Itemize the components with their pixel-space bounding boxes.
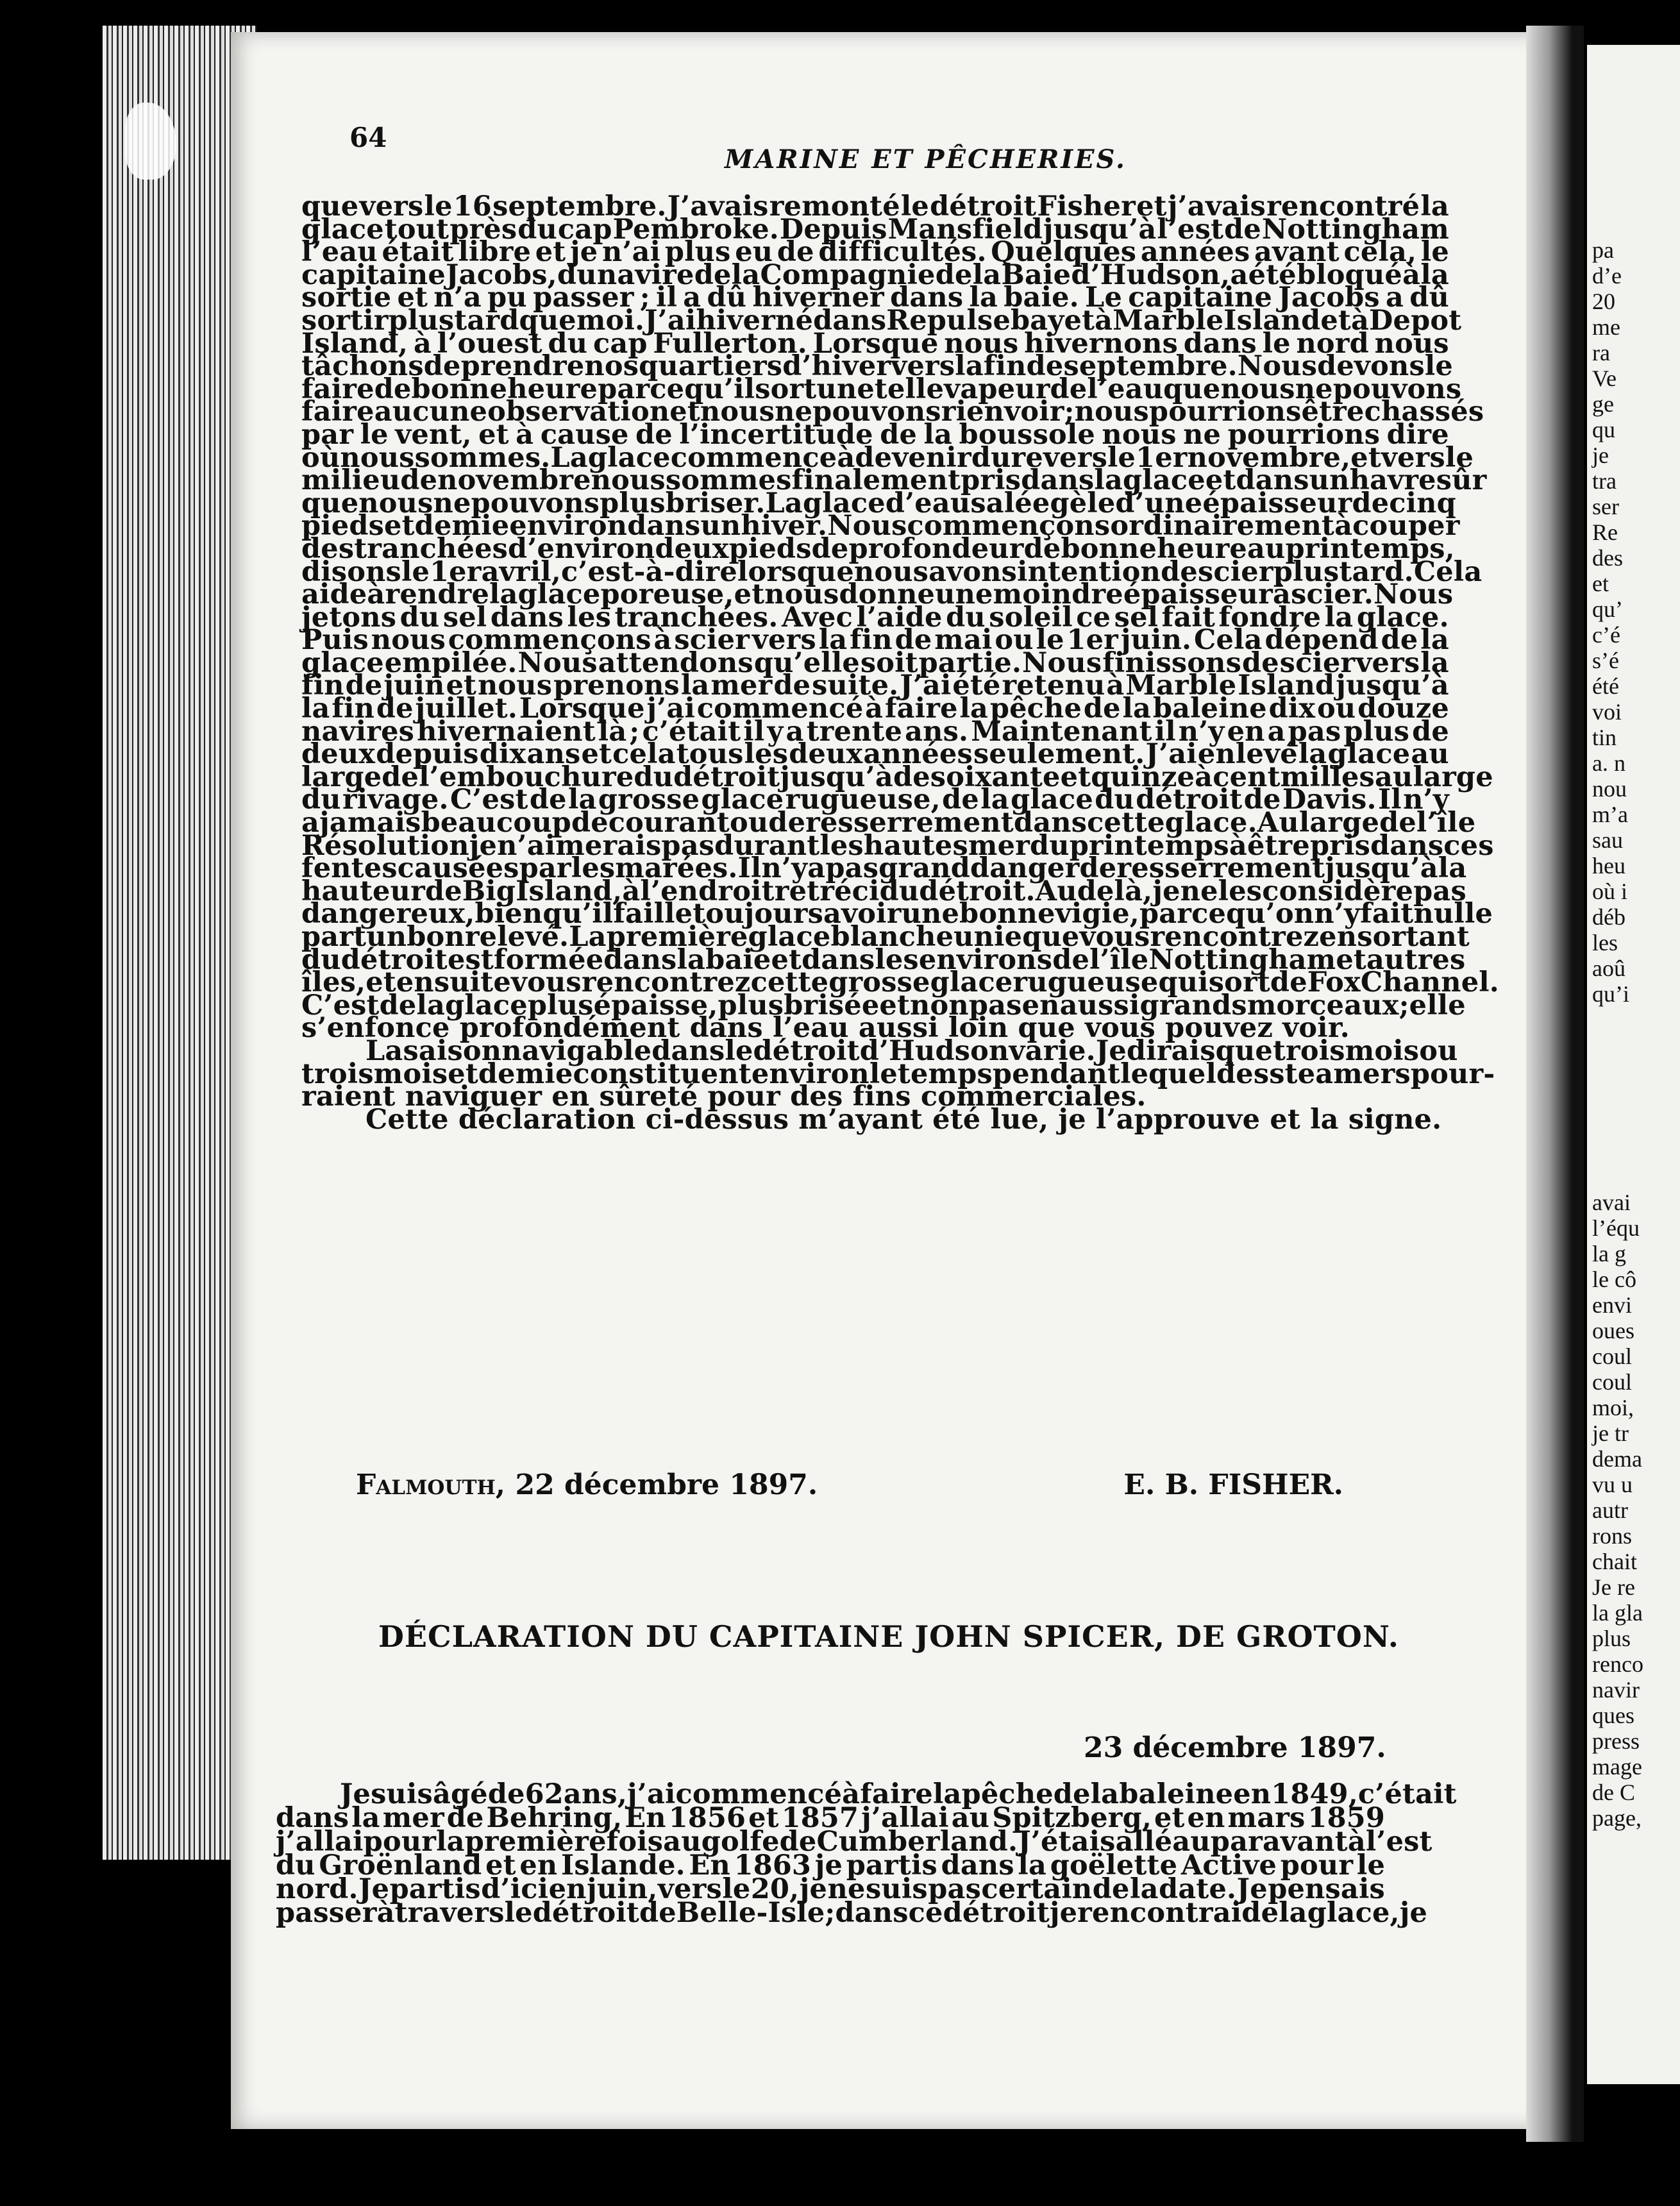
- fisher-statement-text: [301, 190, 1499, 1136]
- text-line: faire aucune observation et nous ne pouvons rien voir ; nous pourrions être chassés: [301, 396, 1484, 428]
- facing-text-fragment: qu’i: [1592, 981, 1629, 1007]
- facing-text-fragment: ques: [1592, 1703, 1634, 1728]
- text-line: où nous sommes. La glace commence à devenir dure vers le 1er novembre, et vers le: [301, 441, 1474, 474]
- facing-text-fragment: autr: [1592, 1497, 1628, 1523]
- facing-text-fragment: page,: [1592, 1805, 1642, 1831]
- text-line: faire de bonne heure parce qu’il sort une telle vapeur de l’eau que nous ne pouvons: [301, 373, 1462, 405]
- text-line: glace empilée. Nous attendons qu’elle soit partie. Nous finissons de scier vers la: [301, 646, 1449, 679]
- page-number: 64: [349, 122, 387, 153]
- facing-text-fragment: ser: [1592, 494, 1619, 519]
- text-line: par le vent, et à cause de l’incertitude de la boussole nous ne pourrions dire: [301, 418, 1449, 451]
- facing-text-fragment: oues: [1592, 1318, 1634, 1343]
- facing-text-fragment: qu: [1592, 417, 1615, 442]
- text-line: du rivage. C’est de la grosse glace rugueuse, de la glace du détroit de Davis. Il n’y: [301, 784, 1449, 816]
- facing-text-fragment: tin: [1592, 725, 1617, 750]
- text-line: l’eau était libre et je n’ai plus eu de difficultés. Quelques années avant cela, le: [301, 236, 1449, 269]
- facing-text-fragment: le cô: [1592, 1267, 1636, 1292]
- facing-text-fragment: de C: [1592, 1780, 1635, 1805]
- facing-text-fragment: où i: [1592, 879, 1628, 904]
- spicer-statement-text: [276, 1778, 1457, 1929]
- facing-text-fragment: m’a: [1592, 802, 1628, 827]
- text-line: large de l’embouchure du détroit jusqu’à de soixante et quinze à cent milles au large: [301, 761, 1493, 793]
- facing-text-fragment: l’équ: [1592, 1215, 1640, 1241]
- text-line: Résolution je n’aimerais pas durant les hautes mer du printemps à être pris dans ces: [301, 829, 1494, 862]
- facing-text-fragment: coul: [1592, 1343, 1632, 1369]
- facing-text-fragment: avai: [1592, 1190, 1631, 1215]
- facing-text-fragment: a. n: [1592, 750, 1625, 776]
- facing-text-fragment: Je re: [1592, 1574, 1635, 1600]
- text-line: fentes causées par les marées. Il n’y a pas grand danger de resserrement jusqu’à la: [301, 852, 1467, 885]
- text-line: deux depuis dix ans et cela tous les deux années seulement. J’ai enlevé la glace au: [301, 738, 1449, 771]
- facing-text-fragment: voi: [1592, 699, 1622, 725]
- facing-text-fragment: rons: [1592, 1523, 1632, 1549]
- facing-text-fragment: je: [1592, 442, 1609, 468]
- facing-page-bottom: [1587, 1190, 1643, 1831]
- facing-text-fragment: navir: [1592, 1677, 1640, 1703]
- text-line: Je suis âgé de 62 ans, j’ai commencé à faire la pêche de la baleine en 1849, c’était: [340, 1778, 1457, 1810]
- facing-page: [1587, 45, 1680, 2084]
- text-line: jetons du sel dans les tranchées. Avec l’aide du soleil ce sel fait fondre la glace.: [301, 601, 1449, 634]
- facing-text-fragment: me: [1592, 314, 1620, 340]
- facing-text-fragment: nou: [1592, 776, 1627, 802]
- text-line: nord. Je partis d’ici en juin, vers le 20, je ne suis pas certain de la date. Je pensais: [276, 1873, 1385, 1905]
- facing-text-fragment: heu: [1592, 853, 1625, 879]
- facing-text-fragment: les: [1592, 930, 1618, 956]
- text-line: passer à travers le détroit de Belle-Isle ; dans ce détroit je rencontrai de la glace, je: [276, 1897, 1428, 1929]
- text-line: capitaine Jacobs, du navire de la Compagnie de la Baie d’Hudson, a été bloqué à la: [301, 258, 1449, 291]
- text-line: sortir plus tard que moi. J’ai hiverné dans Repulse bay et à Marble Island et à Depot: [301, 304, 1462, 337]
- facing-text-fragment: aoû: [1592, 956, 1625, 981]
- facing-text-fragment: coul: [1592, 1369, 1632, 1395]
- facing-text-fragment: qu’: [1592, 596, 1623, 622]
- facing-text-fragment: plus: [1592, 1626, 1631, 1651]
- running-head: MARINE ET PÊCHERIES.: [725, 144, 1127, 174]
- text-line: tâchons de prendre nos quartiers d’hiver vers la fin de septembre. Nous devons le: [301, 350, 1453, 383]
- text-line: milieu de novembre nous sommes finalement pris dans la glace et dans un havre sûr: [301, 464, 1487, 497]
- text-line: j’allai pour la première fois au golfe de Cumberland. J’étais allé auparavant à l’est: [276, 1826, 1432, 1858]
- text-line: sortie et n’a pu passer ; il a dû hiverner dans la baie. Le capitaine Jacobs a dû: [301, 282, 1449, 314]
- facing-text-fragment: c’é: [1592, 622, 1620, 648]
- text-line: Cette déclaration ci-dessus m’ayant été lue, je l’approuve et la signe.: [365, 1103, 1442, 1136]
- signature-row: [356, 1469, 1343, 1501]
- spicer-dateline: 23 décembre 1897.: [1084, 1731, 1386, 1764]
- text-line: glace tout près du cap Pembroke. Depuis Mansfield jusqu’à l’est de Nottingham: [301, 213, 1449, 246]
- facing-text-fragment: envi: [1592, 1292, 1632, 1318]
- facing-text-fragment: été: [1592, 673, 1619, 699]
- facing-text-fragment: sau: [1592, 827, 1623, 853]
- text-line: fin de juin et nous prenons la mer de suite. J’ai été retenu à Marble Island jusqu’à: [301, 669, 1449, 702]
- text-line: Island, à l’ouest du cap Fullerton. Lorsque nous hivernons dans le nord nous: [301, 327, 1449, 360]
- text-line: raient naviguer en sûreté pour des fins commerciales.: [301, 1081, 1147, 1113]
- section-title: DÉCLARATION DU CAPITAINE JOHN SPICER, DE GROTON.: [378, 1619, 1399, 1654]
- facing-text-fragment: 20: [1592, 289, 1615, 314]
- text-line: que nous ne pouvons plus briser. La glace d’eau salée gèle d’une épaisseur de cinq: [301, 487, 1456, 519]
- text-line: que vers le 16 septembre. J’avais remonté le détroit Fisher et j’avais rencontré la: [301, 190, 1449, 223]
- facing-text-fragment: ge: [1592, 391, 1614, 417]
- text-line: navires hivernaient là ; c’était il y a trente ans. Maintenant il n’y en a pas plus de: [301, 715, 1449, 748]
- facing-text-fragment: renco: [1592, 1651, 1643, 1677]
- facing-text-fragment: vu u: [1592, 1472, 1633, 1497]
- text-line: trois mois et demie constituent environ le temps pendant lequel des steamers pour-: [301, 1057, 1495, 1090]
- facing-text-fragment: la gla: [1592, 1600, 1643, 1626]
- text-line: dans la mer de Behring, En 1856 et 1857 j’allai au Spitzberg, et en mars 1859: [276, 1802, 1385, 1834]
- text-line: C’est de la glace plus épaisse, plus brisée et non pas en aussi grands morceaux ; elle: [301, 989, 1466, 1022]
- text-line: du Groënland et en Islande. En 1863 je partis dans la goëlette Active pour le: [276, 1849, 1385, 1882]
- signature-place: Falmouth,: [356, 1469, 506, 1501]
- text-line: s’enfonce profondément dans l’eau aussi loin que vous pouvez voir.: [301, 1012, 1350, 1045]
- facing-text-fragment: déb: [1592, 904, 1625, 930]
- text-line: pieds et demie environ dans un hiver. Nous commençons ordinairement à couper: [301, 510, 1460, 543]
- facing-text-fragment: s’é: [1592, 648, 1619, 673]
- text-line: Puis nous commençons à scier vers la fin de mai ou le 1er juin. Cela dépend de la: [301, 624, 1449, 657]
- text-line: part un bon relevé. La première glace blanche unie que vous rencontrez en sortant: [301, 921, 1470, 953]
- facing-text-fragment: la g: [1592, 1241, 1626, 1267]
- facing-text-fragment: je tr: [1592, 1420, 1629, 1446]
- facing-text-fragment: tra: [1592, 468, 1617, 494]
- facing-text-fragment: Ve: [1592, 366, 1617, 391]
- text-line: disons le 1er avril, c’est-à-dire lorsque nous avons intention de scier plus tard. Cela: [301, 555, 1483, 588]
- text-line: des tranchées d’environ deux pieds de profondeur de bonne heure au printemps,: [301, 532, 1455, 565]
- facing-text-fragment: press: [1592, 1728, 1640, 1754]
- text-line: aide à rendre la glace poreuse, et nous donne une moindre épaisseur à scier. Nous: [301, 578, 1454, 611]
- text-line: du détroit est formée dans la baie et dans les environs de l’île Nottingham et autres: [301, 943, 1466, 976]
- facing-text-fragment: des: [1592, 545, 1623, 571]
- signature-name: E. B. FISHER.: [1123, 1469, 1343, 1501]
- facing-text-fragment: chait: [1592, 1549, 1637, 1574]
- page-gutter: [1526, 26, 1584, 2142]
- text-line: la fin de juillet. Lorsque j’ai commencé à faire la pêche de la baleine dix ou douze: [301, 693, 1449, 725]
- signature-date: 22 décembre 1897.: [515, 1469, 818, 1501]
- facing-text-fragment: dema: [1592, 1446, 1642, 1472]
- signature-place-date: [356, 1469, 818, 1501]
- text-line: hauteur de Big Island, à l’endroit retréci du détroit. Au delà, je ne les considère pas: [301, 875, 1466, 907]
- facing-text-fragment: moi,: [1592, 1395, 1634, 1420]
- text-line: îles, et ensuite vous rencontrez cette grosse glace rugueuse qui sort de Fox Channel.: [301, 966, 1499, 999]
- facing-text-fragment: mage: [1592, 1754, 1642, 1780]
- text-line: dangereux, bien qu’il faille toujours avoir une bonne vigie, parce qu’on n’y fait nulle: [301, 898, 1493, 930]
- text-line: La saison navigable dans le détroit d’Hudson varie. Je dirais que trois mois ou: [365, 1034, 1458, 1067]
- text-line: a jamais beaucoup de courant ou de resserrement dans cette glace. Au large de l’île: [301, 807, 1476, 839]
- facing-page-top: [1587, 237, 1629, 1007]
- facing-text-fragment: ra: [1592, 340, 1610, 366]
- facing-text-fragment: d’e: [1592, 263, 1622, 289]
- facing-text-fragment: et: [1592, 571, 1609, 596]
- facing-text-fragment: Re: [1592, 519, 1618, 545]
- facing-text-fragment: pa: [1592, 237, 1614, 263]
